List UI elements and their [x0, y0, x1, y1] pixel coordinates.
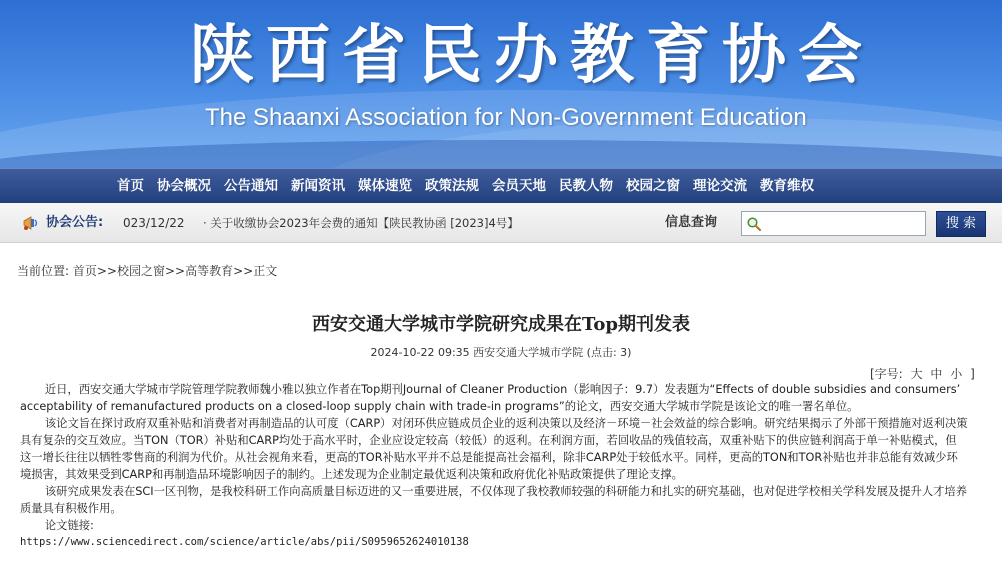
search-box [741, 211, 926, 236]
notice-label: 协会公告: [46, 215, 104, 230]
site-title-en: The Shaanxi Association for Non-Government Education [205, 104, 807, 131]
nav-item-people[interactable]: 民教人物 [559, 178, 613, 194]
article-paragraph: 论文链接: [44, 519, 94, 532]
nav-item-about[interactable]: 协会概况 [157, 178, 211, 194]
nav-item-home[interactable]: 首页 [117, 178, 144, 194]
notice-date: 023/12/22 [123, 216, 185, 230]
notice-message-link[interactable]: · 关于收缴协会2023年会费的通知【陕民教协函 [2023]4号】 [203, 216, 519, 230]
search-input[interactable] [764, 214, 922, 233]
breadcrumb-label: 当前位置: [17, 264, 70, 278]
main-nav [0, 168, 1002, 203]
search-button[interactable]: 搜 索 [936, 211, 986, 237]
nav-item-campus[interactable]: 校园之窗 [626, 178, 680, 194]
breadcrumb-path[interactable]: 首页>>校园之窗>>高等教育>>正文 [72, 264, 278, 278]
font-size-medium-button[interactable]: 中 [930, 367, 943, 381]
nav-item-media[interactable]: 媒体速览 [358, 178, 412, 194]
nav-item-theory[interactable]: 理论交流 [693, 178, 747, 194]
nav-item-news[interactable]: 新闻资讯 [291, 178, 345, 194]
font-size-prefix: [字号: [870, 367, 903, 381]
nav-item-policy[interactable]: 政策法规 [425, 178, 479, 194]
font-size-control [868, 365, 977, 382]
font-size-small-button[interactable]: 小 [950, 367, 963, 381]
search-icon [746, 216, 762, 232]
nav-item-notices[interactable]: 公告通知 [224, 178, 278, 194]
notice-bar [0, 203, 1002, 243]
breadcrumb [17, 262, 277, 279]
font-size-suffix: ] [970, 367, 975, 381]
paper-link[interactable]: https://www.sciencedirect.com/science/article/abs/pii/S0959652624010138 [20, 536, 469, 548]
article-title: 西安交通大学城市学院研究成果在Top期刊发表 [312, 314, 690, 335]
article-paragraph: 该论文旨在探讨政府双重补贴和消费者对再制造品的认可度（CARP）对闭环供应链成员企业的返利决策以及经济－环境－社会效益的综合影响。研究结果揭示了外部干预措施对返利决策具有复杂的交互效应。当TON（TOR）补贴和CARP均处于高水平时，企业应设定较高（较低）的返利。在利润方面，若回收品的残值较高，双重补贴下的供应链利润高于单一补贴模式，但这一增长往往以牺牲零售商的利润为代价。从社会视角来看，更高的TOR补贴水平并不总是能提高社会福利，除非CARP处于较低水平。同样，更高的TON和TOR补贴也并非总能有效减少环境损害，其效果受到CARP和再制造品环境影响因子的制约。上述发现为企业制定最优返利决策和政府优化补贴政策提供了理论支撑。 [20, 417, 968, 481]
nav-item-rights[interactable]: 教育维权 [760, 178, 814, 194]
article-meta: 2024-10-22 09:35 西安交通大学城市学院 (点击: 3) [370, 346, 632, 359]
article-body [20, 381, 968, 551]
site-banner [0, 0, 1002, 168]
nav-item-members[interactable]: 会员天地 [492, 178, 546, 194]
article-paragraph: 近日，西安交通大学城市学院管理学院教师魏小雅以独立作者在Top期刊Journal of Cleaner Production（影响因子：9.7）发表题为“Effects of double subsidies and consumers’ acceptability of remanufactured products on a closed-loop supply chain with trade-in programs”的论文，西安交通大学城市学院是该论文的唯一署名单位。 [20, 383, 961, 413]
query-label: 信息查询 [665, 215, 718, 230]
font-size-large-button[interactable]: 大 [910, 367, 923, 381]
site-title-cn: 陕西省民办教育协会 [190, 19, 874, 93]
nav-list [117, 169, 827, 204]
bullhorn-icon [22, 214, 40, 232]
article-paragraph: 该研究成果发表在SCI一区刊物，是我校科研工作向高质量目标迈进的又一重要进展，不仅体现了我校教师较强的科研能力和扎实的研究基础，也对促进学校相关学科发展及提升人才培养质量具有积极作用。 [20, 485, 968, 515]
